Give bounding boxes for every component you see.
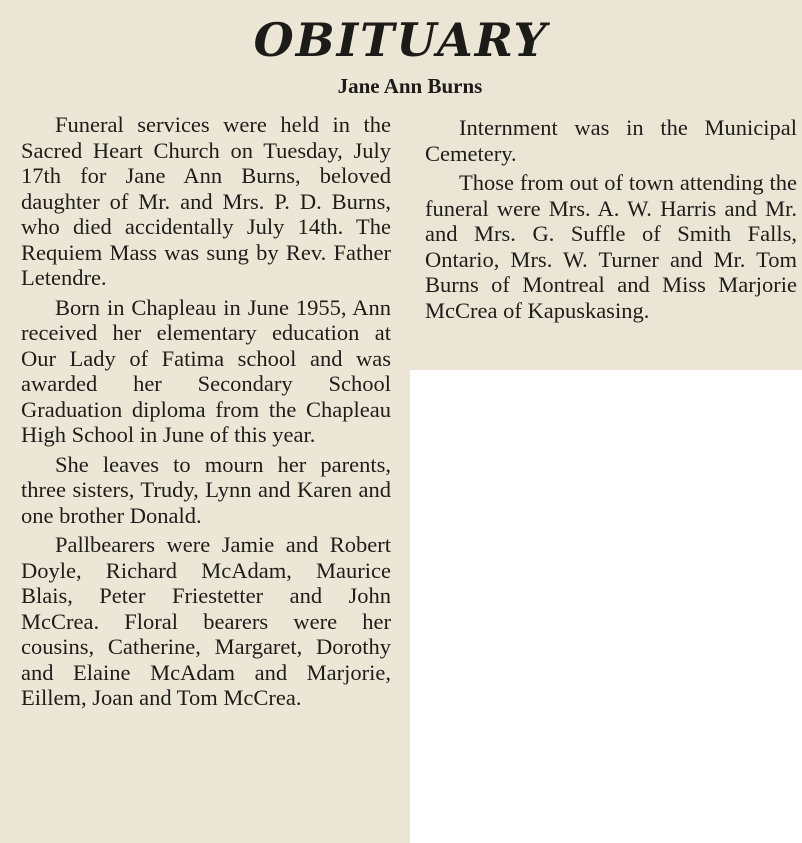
paragraph-survivors: She leaves to mourn her parents, three sisters, Trudy, Lynn and Karen and one brother Donald.: [21, 451, 391, 528]
paragraph-out-of-town: Those from out of town attending the funeral were Mrs. A. W. Harris and Mr. and Mrs. G. Suffle of Smith Falls, Ontario, Mrs. W. Turner and Mr. Tom Burns of Montreal and Miss Marjorie McCrea of Kapuskasing.: [425, 170, 797, 323]
paragraph-pallbearers: Pallbearers were Jamie and Robert Doyle, Richard McAdam, Maurice Blais, Peter Friestetter and John McCrea. Floral bearers were her cousins, Catherine, Margaret, Dorothy and Elaine McAdam and Marjorie, Eillem, Joan and Tom McCrea.: [21, 532, 391, 710]
paragraph-biography: Born in Chapleau in June 1955, Ann received her elementary education at Our Lady of Fatima school and was awarded her Secondary School Graduation diploma from the Chapleau High School in June of this year.: [21, 294, 391, 447]
left-column: [21, 112, 391, 715]
obituary-heading: OBITUARY: [253, 13, 549, 67]
paragraph-internment: Internment was in the Municipal Cemetery.: [425, 115, 797, 166]
paragraph-funeral-services: Funeral services were held in the Sacred Heart Church on Tuesday, July 17th for Jane Ann Burns, beloved daughter of Mr. and Mrs. P. D. Burns, who died accidentally July 14th. The Requiem Mass was sung by Rev. Father Letendre.: [21, 112, 391, 290]
deceased-name: Jane Ann Burns: [337, 74, 483, 98]
right-column: [425, 115, 797, 327]
